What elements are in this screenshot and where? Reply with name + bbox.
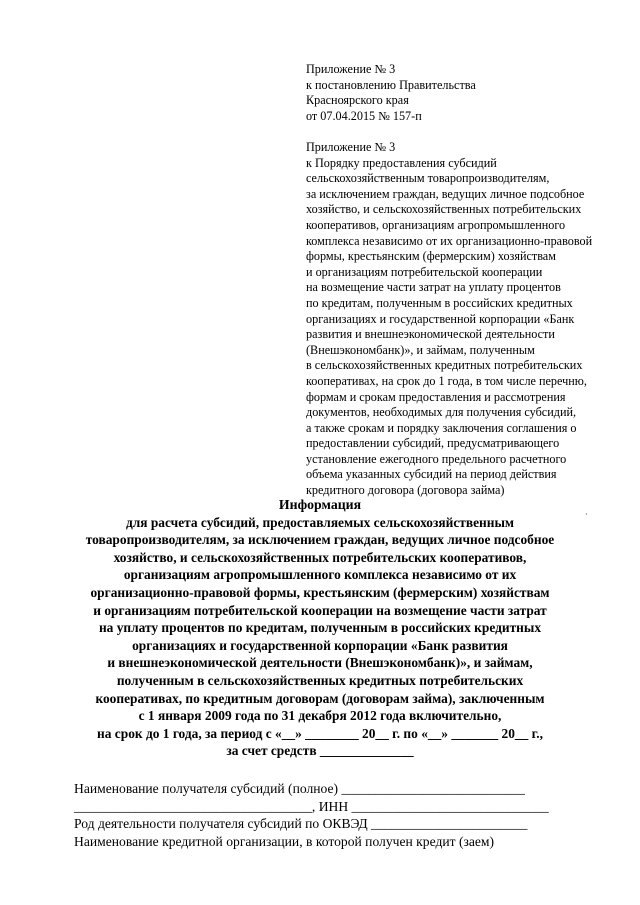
heading-line: с 1 января 2009 года по 31 декабря 2012 года включительно, — [138, 708, 502, 724]
annex-procedure — [306, 140, 592, 499]
annex-line: Приложение № 3 — [306, 140, 396, 154]
annex-line: а также срокам и порядку заключения соглашения о — [306, 420, 577, 435]
heading-line: кооперативах, по кредитным договорам (договорам займа), заключенным — [95, 690, 545, 706]
annex-line: к Порядку предоставления субсидий — [306, 155, 497, 170]
annex-line: Красноярского края — [306, 93, 409, 108]
heading-line: и внешнеэкономической деятельности (Внешэкономбанк)», и займам, — [107, 655, 533, 671]
heading-line: полученным в сельскохозяйственных кредитных потребительских — [116, 672, 524, 688]
annex-line: объема указанных субсидий на период действия — [306, 467, 557, 482]
form-fields — [74, 780, 549, 850]
heading-line: на срок до 1 года, за период с «__» ________ 20__ г. по «__» _______ 20__ г., — [97, 725, 543, 741]
heading-line: для расчета субсидий, предоставляемых сельскохозяйственным — [125, 514, 515, 530]
annex-line: от 07.04.2015 № 157-п — [306, 108, 422, 123]
annex-line: развития и внешнеэкономической деятельности — [306, 327, 555, 342]
annex-line: к постановлению Правительства — [306, 77, 476, 92]
heading-line: и организациям потребительской кооперации на возмещение части затрат — [93, 602, 547, 618]
annex-line: сельскохозяйственным товаропроизводителям, — [306, 171, 550, 186]
annex-line: установление ежегодного предельного расчетного — [306, 451, 567, 466]
heading-line: организациям агропромышленного комплекса независимо от их — [123, 567, 517, 583]
heading-line: товаропроизводителям, за исключением граждан, ведущих личное подсобное — [85, 532, 555, 548]
annex-line: по кредитам, полученным в российских кредитных — [306, 295, 573, 310]
annex-line: организациях и государственной корпорации «Банк — [306, 311, 575, 326]
heading-line: хозяйство, и сельскохозяйственных потребительских кооперативов, — [113, 549, 527, 565]
annex-line: за исключением граждан, ведущих личное подсобное — [306, 186, 585, 201]
annex-government-resolution — [306, 62, 476, 124]
form-line: Род деятельности получателя субсидий по ОКВЭД _______________________ — [74, 816, 528, 831]
annex-line: предоставлении субсидий, предусматривающего — [306, 436, 560, 451]
annex-line: комплекса независимо от их организационно-правовой — [306, 233, 593, 248]
annex-line: кредитного договора (договора займа) — [306, 483, 505, 498]
document-title: Информация — [278, 497, 362, 512]
annex-line: хозяйство, и сельскохозяйственных потребительских — [306, 202, 582, 217]
heading-line: организациях и государственной корпорации «Банк развития — [132, 637, 508, 653]
annex-line: кооперативах, на срок до 1 года, в том числе перечню, — [306, 373, 587, 388]
annex-line: на возмещение части затрат на уплату процентов — [306, 280, 561, 295]
annex-line: (Внешэкономбанк)», и займам, полученным — [306, 342, 535, 357]
document-heading — [0, 496, 640, 760]
scan-speck: · — [585, 510, 588, 519]
annex-line: формам и срокам предоставления и рассмотрения — [306, 389, 566, 404]
heading-line: организационно-правовой формы, крестьянским (фермерским) хозяйствам — [90, 584, 550, 600]
annex-line: кооперативов, организациям агропромышленного — [306, 217, 566, 232]
annex-line: и организациям потребительской кооперации — [306, 264, 543, 279]
heading-line: на уплату процентов по кредитам, полученным в российских кредитных — [98, 620, 542, 636]
annex-line: формы, крестьянским (фермерским) хозяйствам — [306, 249, 556, 264]
form-line: ___________________________________, ИНН _____________________________ — [74, 798, 549, 814]
heading-line: за счет средств ______________ — [226, 743, 414, 759]
annex-line: Приложение № 3 — [306, 62, 396, 76]
form-line: Наименование получателя субсидий (полное) ___________________________ — [74, 781, 525, 796]
document-subtitle — [0, 514, 640, 760]
annex-line: в сельскохозяйственных кредитных потребительских — [306, 358, 583, 373]
form-line: Наименование кредитной организации, в которой получен кредит (заем) — [74, 833, 495, 849]
annex-line: документов, необходимых для получения субсидий, — [306, 405, 577, 420]
